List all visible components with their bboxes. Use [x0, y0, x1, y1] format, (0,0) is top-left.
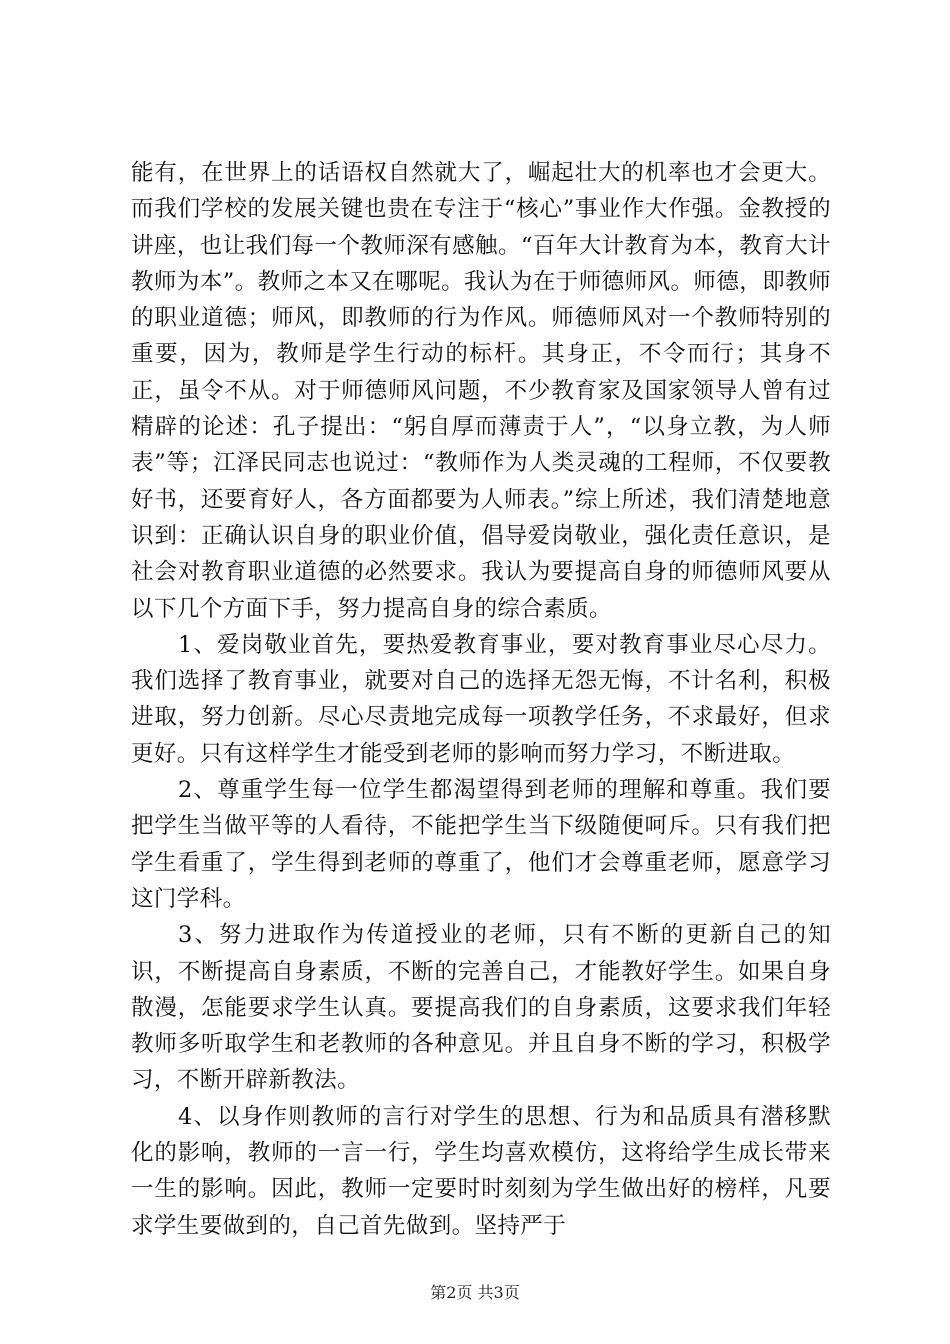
paragraph-4: 3、努力进取作为传道授业的老师，只有不断的更新自己的知识，不断提高自身素质，不断的完善自己，才能教好学生。如果自身散漫，怎能要求学生认真。要提高我们的自身素质，这要求我们年轻教师多听取学生和老教师的各种意见。并且自身不断的学习，积极学习，不断开辟新教法。 — [131, 922, 831, 1094]
paragraph-3: 2、尊重学生每一位学生都渴望得到老师的理解和尊重。我们要把学生当做平等的人看待，不能把学生当下级随便呵斥。只有我们把学生看重了，学生得到老师的尊重了，他们才会尊重老师，愿意学习这门学科。 — [131, 777, 831, 912]
paragraph-2: 1、爱岗敬业首先，要热爱教育事业，要对教育事业尽心尽力。我们选择了教育事业，就要对自己的选择无怨无悔，不计名利，积极进取，努力创新。尽心尽责地完成每一项教学任务，不求最好，但求更好。只有这样学生才能受到老师的影响而努力学习，不断进取。 — [131, 631, 831, 767]
paragraph-1: 能有，在世界上的话语权自然就大了，崛起壮大的机率也才会更大。而我们学校的发展关键也贵在专注于“核心”事业作大作强。金教授的讲座，也让我们每一个教师深有感触。“百年大计教育为本，教育大计教师为本”。教师之本又在哪呢。我认为在于师德师风。师德，即教师的职业道德；师风，即教师的行为作风。师德师风对一个教师特别的重要，因为，教师是学生行动的标杆。其身正，不令而行；其身不正，虽令不从。对于师德师风问题，不少教育家及国家领导人曾有过精辟的论述：孔子提出：“躬自厚而薄责于人”，“以身立教，为人师表”等；江泽民同志也说过：“教师作为人类灵魂的工程师，不仅要教好书，还要育好人，各方面都要为人师表。”综上所述，我们清楚地意识到：正确认识自身的职业价值，倡导爱岗敬业，强化责任意识，是社会对教育职业道德的必然要求。我认为要提高自身的师德师风要从以下几个方面下手，努力提高自身的综合素质。 — [131, 160, 831, 622]
paragraph-5: 4、以身作则教师的言行对学生的思想、行为和品质具有潜移默化的影响，教师的一言一行，学生均喜欢模仿，这将给学生成长带来一生的影响。因此，教师一定要时时刻刻为学生做出好的榜样，凡要求学生要做到的，自己首先做到。坚持严于 — [131, 1103, 831, 1239]
page-footer: 第2页 共3页 — [430, 1283, 520, 1302]
document-body — [131, 155, 831, 1244]
